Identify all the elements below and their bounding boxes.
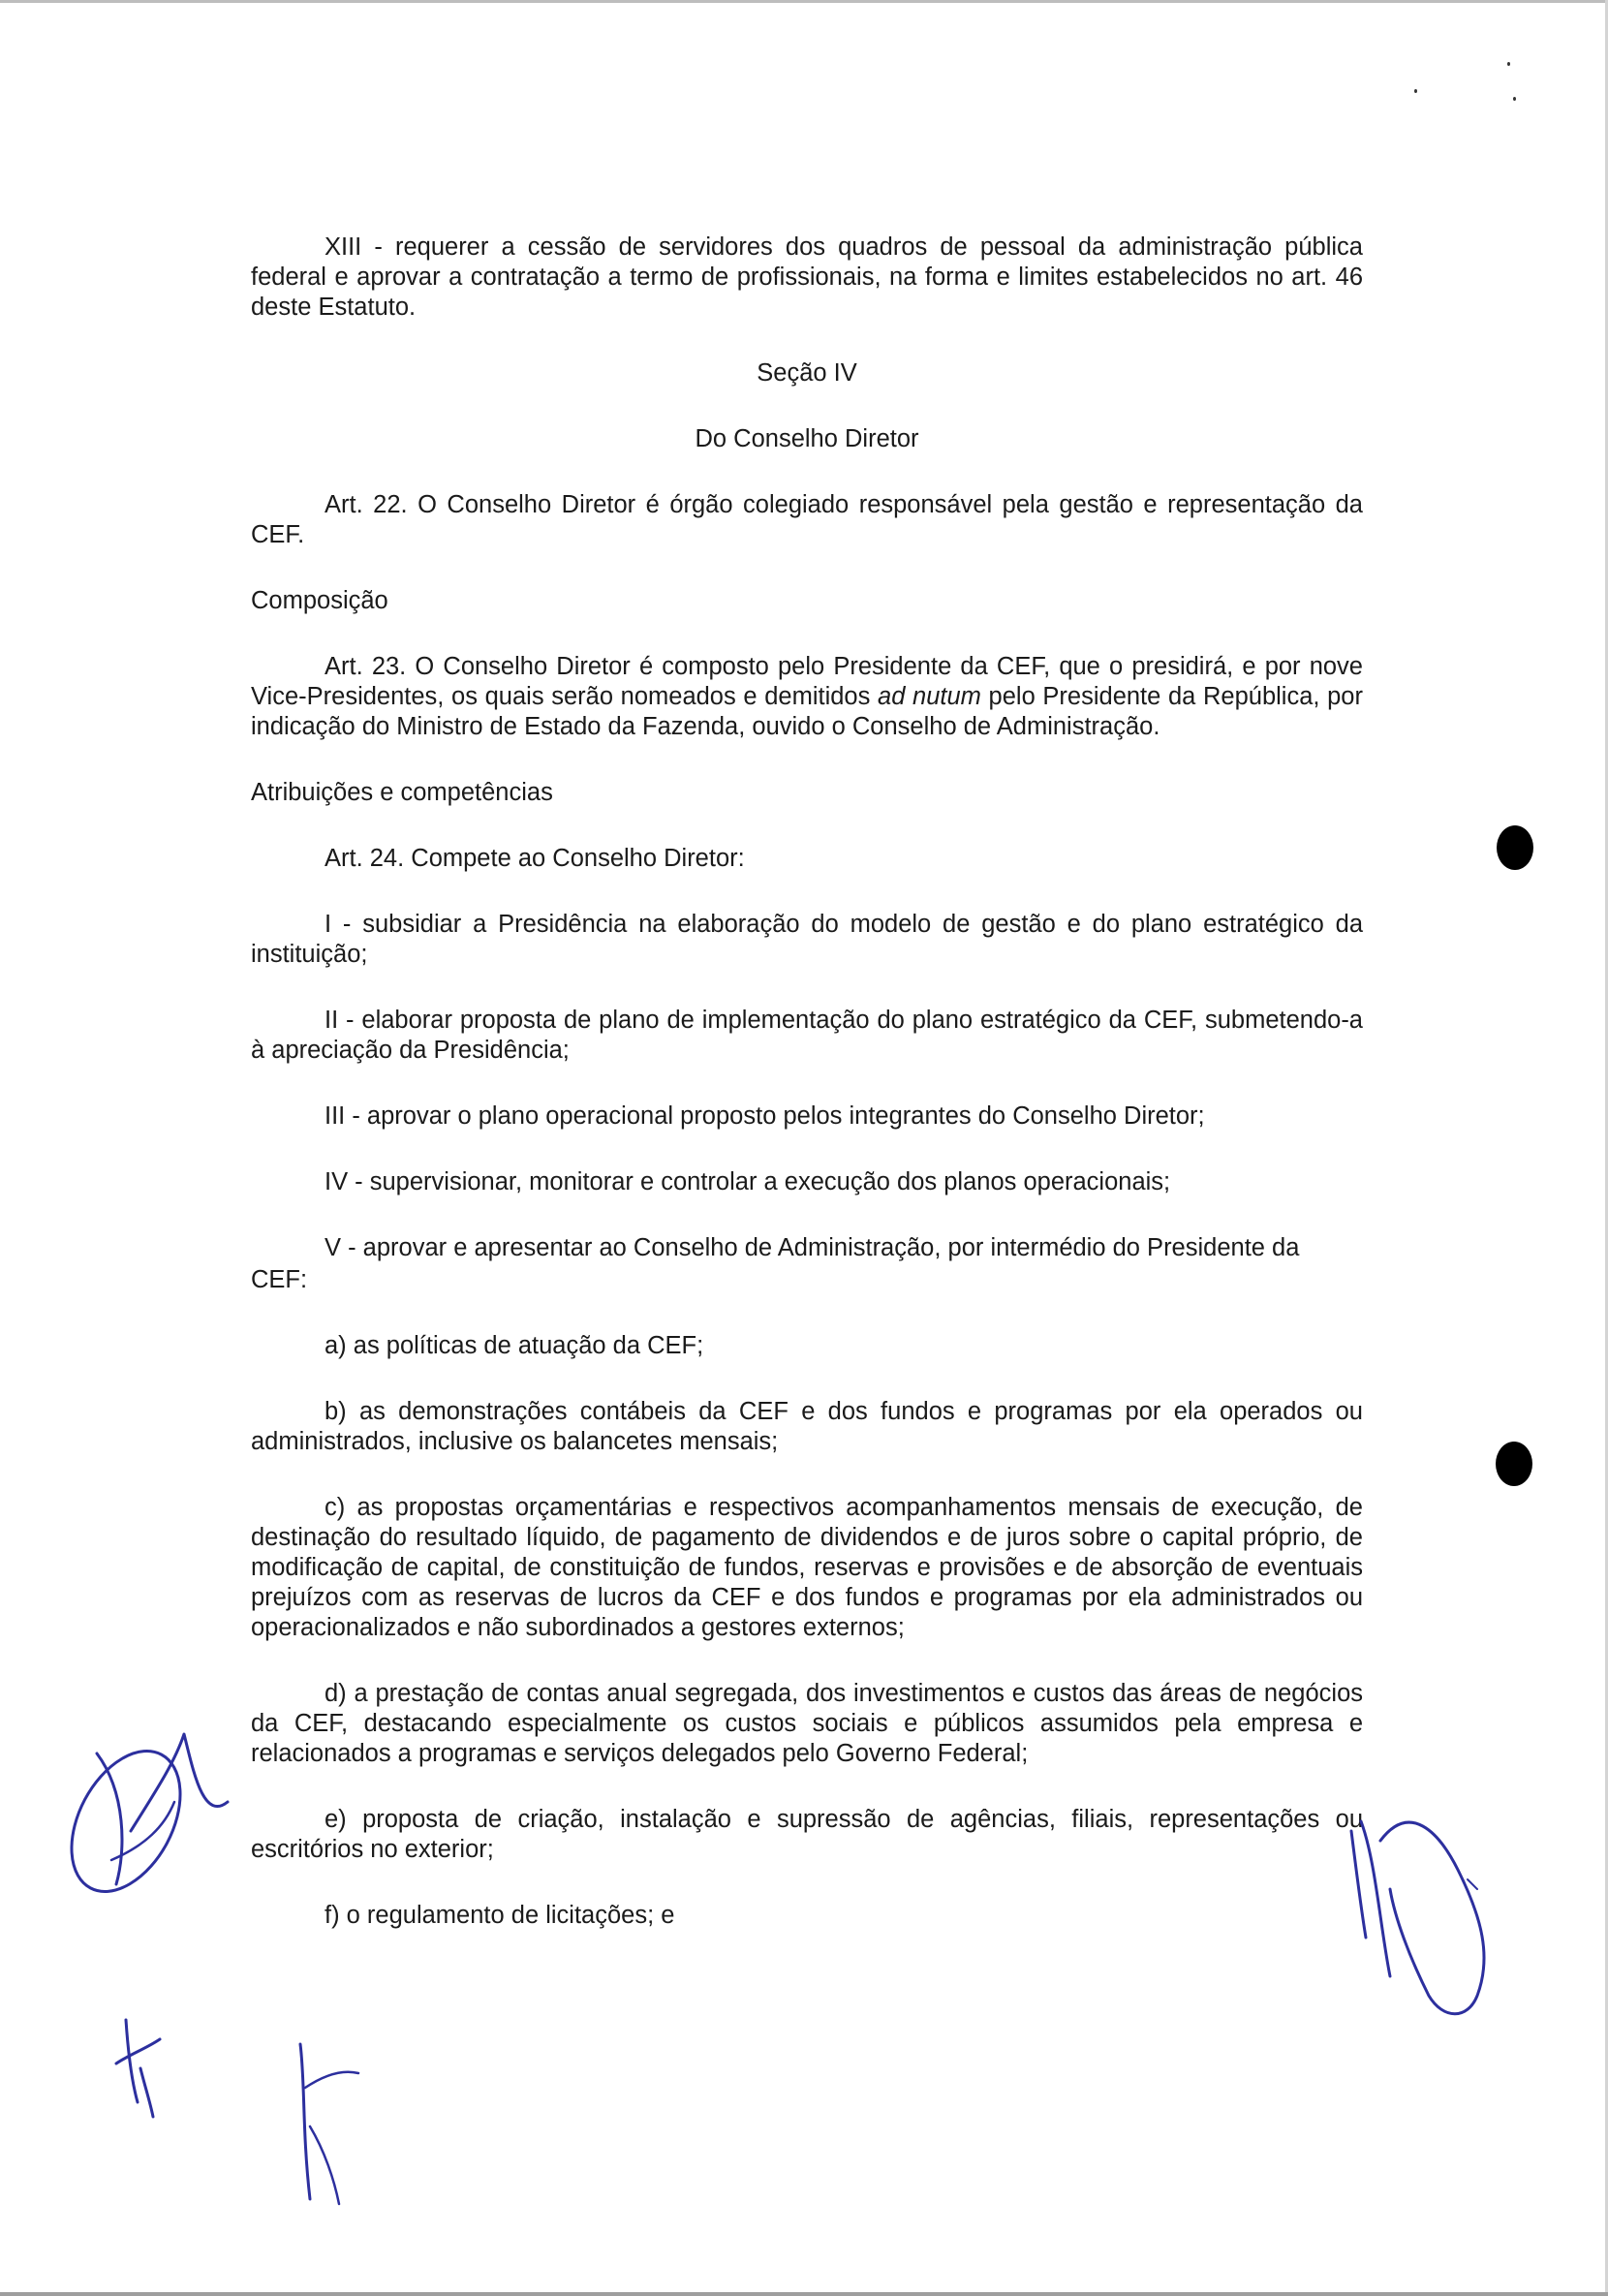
rubric-stroke-1 [1351,1831,1366,1938]
punch-hole-top [1497,825,1533,870]
inciso-i: I - subsidiar a Presidência na elaboração do modelo de gestão e do plano estratégico da instituição; [251,911,1363,968]
handwritten-initials-left [58,1715,232,1908]
alinea-c: c) as propostas orçamentárias e respectivos acompanhamentos mensais de execução, de destinação do resultado líquido, de pagamento de dividendos e de juros sobre o capital próprio, de modificação de capital, de constituição de fundos, reservas e provisões e de absorção de eventuais prejuízos com as reservas de lucros da CEF e dos fundos e programas por ela administrados ou operacionalizados e não subordinados a gestores externos; [251,1494,1363,1641]
inciso-iv: IV - supervisionar, monitorar e controlar a execução dos planos operacionais; [325,1168,1171,1195]
section-number: Seção IV [757,359,857,387]
scan-speck [1414,89,1417,93]
mark-stroke-6 [310,2126,339,2204]
rubric-stroke-2 [1361,1821,1390,1976]
heading-atribuicoes: Atribuições e competências [251,779,553,806]
alinea-f: f) o regulamento de licitações; e [325,1902,675,1929]
paragraph-xiii: XIII - requerer a cessão de servidores dos quadros de pessoal da administração pública federal e aprovar a contratação a termo de profissionais, na forma e limites estabelecidos no art. 46 deste Estatuto. [251,233,1363,321]
ad-nutum-italic: ad nutum [878,683,981,710]
inciso-iii: III - aprovar o plano operacional proposto pelos integrantes do Conselho Diretor; [325,1102,1205,1130]
rubric-loop [1380,1822,1484,2014]
article-24: Art. 24. Compete ao Conselho Diretor: [325,845,745,872]
article-23-text-b: pelo Presidente da República, por indicação do Ministro de Estado da Fazenda, ouvido o Conselho de Administração. [251,683,1363,740]
document-body [251,233,1363,1931]
initials-stroke-1 [97,1753,122,1884]
scan-speck [1507,62,1510,66]
scan-edge-top [0,0,1608,3]
article-23 [251,652,1363,742]
handwritten-rubric-right [1322,1812,1506,2102]
alinea-d: d) a prestação de contas anual segregada, dos investimentos e custos das áreas de negócios da CEF, destacando especialmente os custos sociais e públicos assumidos pela empresa e relacionados a programas e serviços delegados pelo Governo Federal; [251,1680,1363,1767]
handwritten-mark-bottom-left [107,2010,174,2126]
mark-stroke-4 [300,2044,310,2199]
mark-stroke-2 [116,2039,160,2063]
inciso-v-line-2: CEF: [251,1266,308,1293]
alinea-a: a) as políticas de atuação da CEF; [325,1332,704,1359]
alinea-b: b) as demonstrações contábeis da CEF e dos fundos e programas por ela operados ou administrados, inclusive os balancetes mensais; [251,1398,1363,1455]
scan-edge-bottom [0,2292,1608,2296]
scan-speck [1513,97,1516,101]
rubric-tick [1468,1879,1477,1889]
handwritten-mark-bottom-center [281,2034,368,2209]
section-title: Do Conselho Diretor [695,425,919,452]
inciso-ii: II - elaborar proposta de plano de implementação do plano estratégico da CEF, submetendo-a à apreciação da Presidência; [251,1007,1363,1064]
punch-hole-bottom [1496,1442,1532,1486]
alinea-e: e) proposta de criação, instalação e supressão de agências, filiais, representações ou escritórios no exterior; [251,1806,1363,1863]
article-23-text-a: Art. 23. O Conselho Diretor é composto pelo Presidente da CEF, que o presidirá, e por nove Vice-Presidentes, os quais serão nomeados e demitidos [251,653,1363,710]
mark-stroke-1 [126,2020,138,2102]
mark-stroke-5 [305,2072,358,2088]
initials-loop [49,1733,202,1910]
heading-composicao: Composição [251,587,388,614]
mark-stroke-3 [140,2068,153,2117]
inciso-v-line-1: V - aprovar e apresentar ao Conselho de Administração, por intermédio do Presidente da [325,1234,1300,1261]
article-22: Art. 22. O Conselho Diretor é órgão colegiado responsável pela gestão e representação da CEF. [251,491,1363,548]
